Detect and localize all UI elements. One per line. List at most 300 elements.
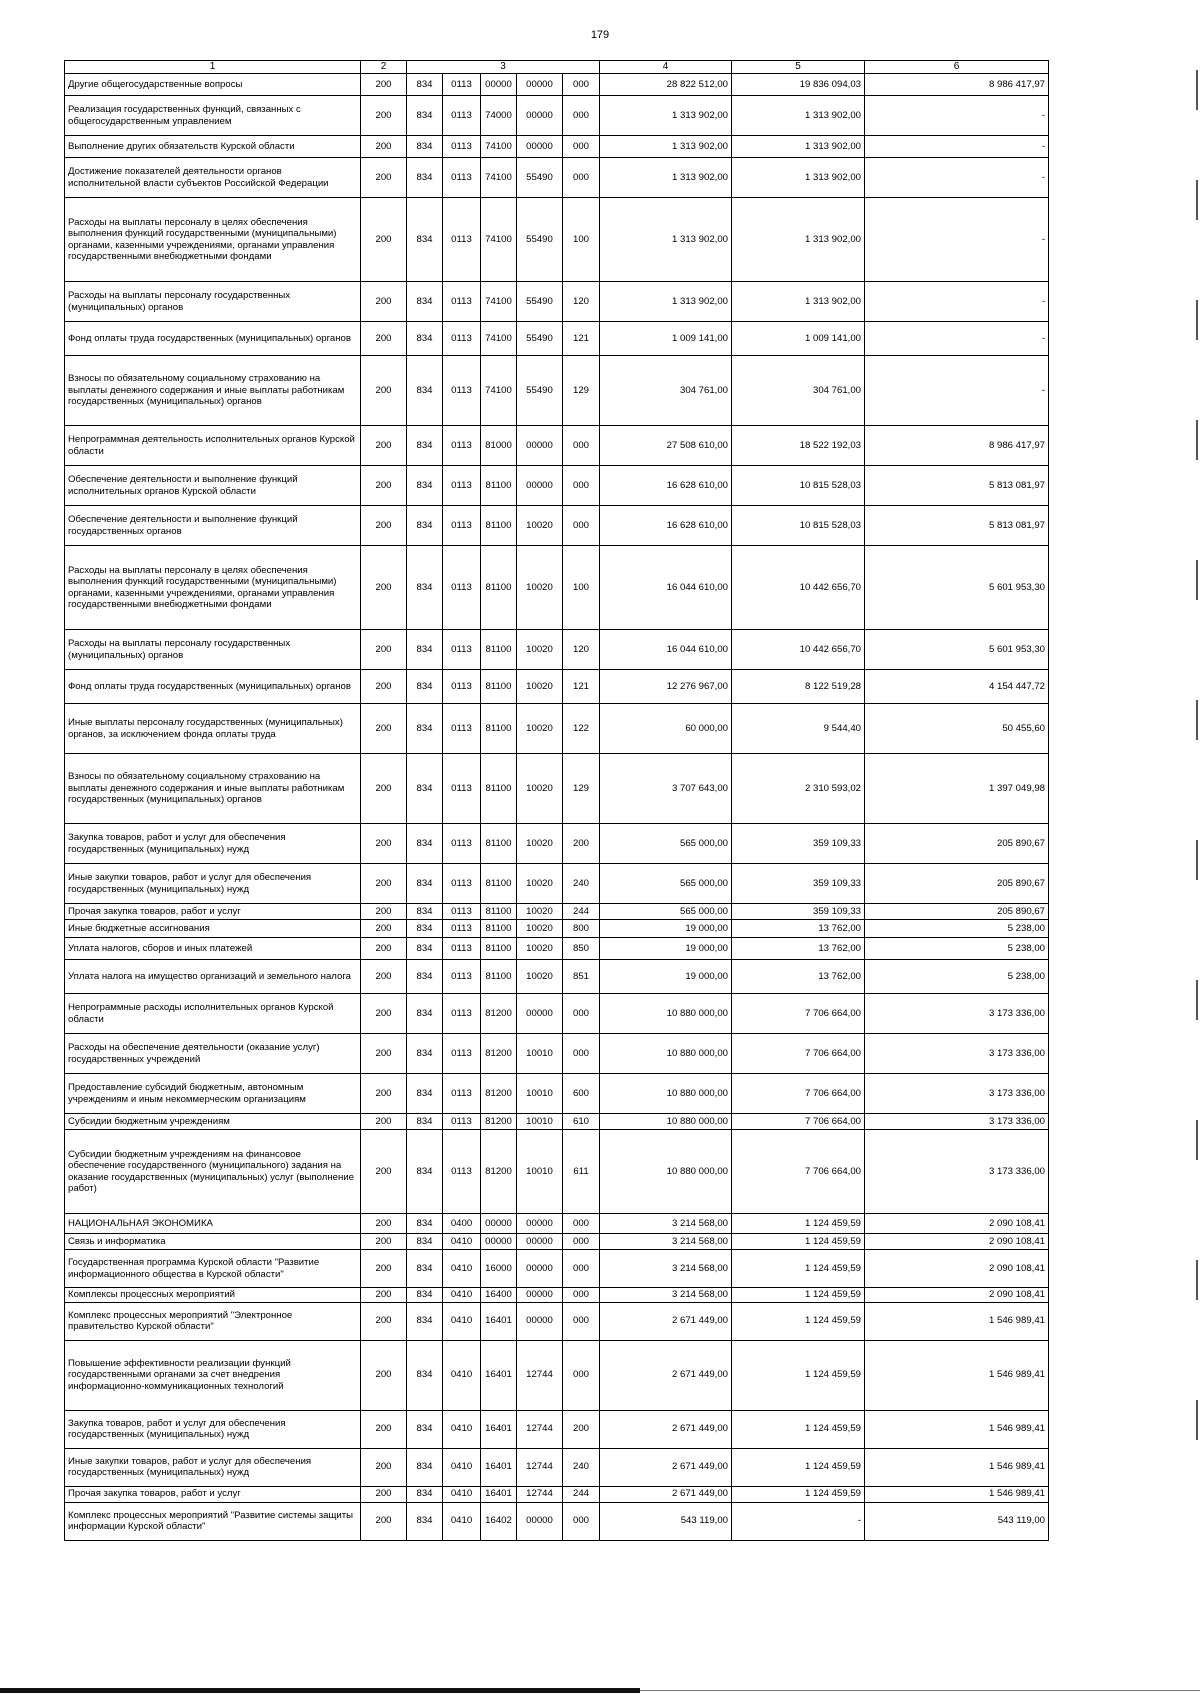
row-code-d: 74100 — [481, 198, 517, 282]
row-value-5: 359 109,33 — [732, 824, 865, 864]
row-value-6: 205 890,67 — [865, 824, 1049, 864]
row-value-5: 1 313 902,00 — [732, 96, 865, 136]
row-value-4: 19 000,00 — [600, 938, 732, 960]
row-code-a: 200 — [361, 426, 407, 466]
row-code-b: 834 — [407, 630, 443, 670]
row-code-a: 200 — [361, 1250, 407, 1288]
row-code-d: 81100 — [481, 904, 517, 920]
row-value-5: 7 706 664,00 — [732, 1074, 865, 1114]
row-code-e: 10020 — [517, 938, 563, 960]
row-name: Иные закупки товаров, работ и услуг для обеспечения государственных (муниципальных) нужд — [65, 864, 361, 904]
row-code-d: 74100 — [481, 356, 517, 426]
row-value-5: 10 815 528,03 — [732, 506, 865, 546]
row-value-5: 13 762,00 — [732, 960, 865, 994]
row-value-4: 543 119,00 — [600, 1502, 732, 1540]
row-code-d: 16401 — [481, 1410, 517, 1448]
table-row — [65, 1214, 1049, 1234]
row-value-6: 1 546 989,41 — [865, 1302, 1049, 1340]
row-name: Фонд оплаты труда государственных (муниципальных) органов — [65, 322, 361, 356]
row-code-c: 0113 — [443, 704, 481, 754]
table-row — [65, 356, 1049, 426]
row-code-e: 10020 — [517, 904, 563, 920]
row-value-6: 3 173 336,00 — [865, 1034, 1049, 1074]
row-value-4: 10 880 000,00 — [600, 1034, 732, 1074]
row-code-c: 0410 — [443, 1502, 481, 1540]
row-value-4: 2 671 449,00 — [600, 1448, 732, 1486]
row-code-c: 0113 — [443, 506, 481, 546]
row-name: Взносы по обязательному социальному страхованию на выплаты денежного содержания и иные выплаты работникам государственных (муниципальных) органов — [65, 754, 361, 824]
row-code-d: 81100 — [481, 824, 517, 864]
row-value-4: 1 313 902,00 — [600, 96, 732, 136]
row-code-c: 0113 — [443, 1034, 481, 1074]
row-code-c: 0113 — [443, 74, 481, 96]
row-code-b: 834 — [407, 904, 443, 920]
row-code-f: 129 — [563, 356, 600, 426]
row-value-5: 7 706 664,00 — [732, 1034, 865, 1074]
row-value-4: 1 313 902,00 — [600, 136, 732, 158]
row-code-b: 834 — [407, 704, 443, 754]
row-code-d: 16401 — [481, 1302, 517, 1340]
row-code-c: 0113 — [443, 754, 481, 824]
row-name: Другие общегосударственные вопросы — [65, 74, 361, 96]
row-code-e: 10020 — [517, 704, 563, 754]
row-code-d: 81000 — [481, 426, 517, 466]
table-row — [65, 960, 1049, 994]
row-name: Прочая закупка товаров, работ и услуг — [65, 904, 361, 920]
row-code-f: 000 — [563, 1502, 600, 1540]
row-code-e: 00000 — [517, 1288, 563, 1303]
row-code-b: 834 — [407, 920, 443, 938]
row-code-e: 00000 — [517, 466, 563, 506]
row-code-e: 00000 — [517, 1234, 563, 1250]
row-value-6: 5 601 953,30 — [865, 546, 1049, 630]
row-code-f: 200 — [563, 1410, 600, 1448]
row-code-f: 850 — [563, 938, 600, 960]
row-value-6: 5 813 081,97 — [865, 466, 1049, 506]
row-code-a: 200 — [361, 1302, 407, 1340]
row-name: Иные закупки товаров, работ и услуг для обеспечения государственных (муниципальных) нужд — [65, 1448, 361, 1486]
row-code-d: 74100 — [481, 282, 517, 322]
row-code-b: 834 — [407, 670, 443, 704]
table-row — [65, 920, 1049, 938]
row-code-a: 200 — [361, 1410, 407, 1448]
row-value-4: 565 000,00 — [600, 864, 732, 904]
row-value-6: 1 397 049,98 — [865, 754, 1049, 824]
row-code-c: 0113 — [443, 158, 481, 198]
row-code-f: 000 — [563, 74, 600, 96]
row-value-4: 3 214 568,00 — [600, 1250, 732, 1288]
row-code-c: 0113 — [443, 1130, 481, 1214]
row-name: Расходы на выплаты персоналу государственных (муниципальных) органов — [65, 630, 361, 670]
row-value-4: 10 880 000,00 — [600, 1130, 732, 1214]
row-code-c: 0113 — [443, 960, 481, 994]
table-row — [65, 506, 1049, 546]
row-code-f: 611 — [563, 1130, 600, 1214]
row-code-f: 120 — [563, 282, 600, 322]
row-code-b: 834 — [407, 960, 443, 994]
row-value-5: 2 310 593,02 — [732, 754, 865, 824]
row-code-a: 200 — [361, 198, 407, 282]
row-value-6: 2 090 108,41 — [865, 1288, 1049, 1303]
row-code-a: 200 — [361, 864, 407, 904]
row-name: Расходы на выплаты персоналу в целях обеспечения выполнения функций государственными (муниципальными) органами, казенными учреждениями, органами управления государственными внебюджетными фондами — [65, 198, 361, 282]
row-code-e: 10020 — [517, 960, 563, 994]
row-code-e: 10020 — [517, 506, 563, 546]
row-code-b: 834 — [407, 136, 443, 158]
row-code-d: 74100 — [481, 322, 517, 356]
row-code-f: 120 — [563, 630, 600, 670]
table-row — [65, 1114, 1049, 1130]
row-value-5: 1 009 141,00 — [732, 322, 865, 356]
table-row — [65, 1340, 1049, 1410]
row-code-b: 834 — [407, 1234, 443, 1250]
row-value-4: 565 000,00 — [600, 904, 732, 920]
table-row — [65, 1302, 1049, 1340]
table-row — [65, 1502, 1049, 1540]
row-value-5: 359 109,33 — [732, 904, 865, 920]
row-name: Обеспечение деятельности и выполнение функций исполнительных органов Курской области — [65, 466, 361, 506]
row-name: Уплата налогов, сборов и иных платежей — [65, 938, 361, 960]
row-value-5: 7 706 664,00 — [732, 1130, 865, 1214]
row-name: НАЦИОНАЛЬНАЯ ЭКОНОМИКА — [65, 1214, 361, 1234]
row-code-e: 10010 — [517, 1130, 563, 1214]
row-code-e: 00000 — [517, 994, 563, 1034]
row-code-f: 000 — [563, 96, 600, 136]
row-name: Повышение эффективности реализации функций государственными органами за счет внедрения информационно-коммуникационных технологий — [65, 1340, 361, 1410]
row-code-c: 0113 — [443, 136, 481, 158]
row-code-c: 0113 — [443, 864, 481, 904]
table-row — [65, 938, 1049, 960]
row-code-c: 0410 — [443, 1486, 481, 1502]
row-code-d: 81100 — [481, 506, 517, 546]
row-code-d: 81100 — [481, 864, 517, 904]
table-row — [65, 1410, 1049, 1448]
row-code-e: 10010 — [517, 1114, 563, 1130]
row-value-6: 50 455,60 — [865, 704, 1049, 754]
row-value-4: 10 880 000,00 — [600, 1074, 732, 1114]
row-name: Субсидии бюджетным учреждениям на финансовое обеспечение государственного (муниципального) задания на оказание государственных (муниципальных) услуг (выполнение работ) — [65, 1130, 361, 1214]
row-code-c: 0113 — [443, 630, 481, 670]
row-code-b: 834 — [407, 1250, 443, 1288]
row-code-f: 244 — [563, 1486, 600, 1502]
row-value-5: 7 706 664,00 — [732, 1114, 865, 1130]
row-name: Предоставление субсидий бюджетным, автономным учреждениям и иным некоммерческим организациям — [65, 1074, 361, 1114]
row-code-f: 240 — [563, 864, 600, 904]
table-row — [65, 426, 1049, 466]
row-code-f: 240 — [563, 1448, 600, 1486]
row-value-5: 10 442 656,70 — [732, 630, 865, 670]
row-code-a: 200 — [361, 1074, 407, 1114]
table-row — [65, 1448, 1049, 1486]
row-value-6: - — [865, 158, 1049, 198]
row-value-5: 304 761,00 — [732, 356, 865, 426]
row-code-c: 0113 — [443, 938, 481, 960]
row-value-4: 2 671 449,00 — [600, 1302, 732, 1340]
row-value-5: 359 109,33 — [732, 864, 865, 904]
row-code-f: 100 — [563, 198, 600, 282]
row-code-a: 200 — [361, 938, 407, 960]
table-row — [65, 670, 1049, 704]
column-number-header — [65, 61, 1049, 74]
row-code-a: 200 — [361, 1234, 407, 1250]
table-body — [65, 74, 1049, 1541]
row-code-a: 200 — [361, 466, 407, 506]
row-code-a: 200 — [361, 158, 407, 198]
table-row — [65, 1034, 1049, 1074]
row-code-f: 129 — [563, 754, 600, 824]
row-code-a: 200 — [361, 1130, 407, 1214]
table-row — [65, 322, 1049, 356]
row-name: Расходы на выплаты персоналу государственных (муниципальных) органов — [65, 282, 361, 322]
scan-bottom-bar — [0, 1688, 640, 1693]
row-value-4: 3 214 568,00 — [600, 1214, 732, 1234]
row-code-b: 834 — [407, 1288, 443, 1303]
row-code-e: 12744 — [517, 1340, 563, 1410]
row-value-6: 3 173 336,00 — [865, 1074, 1049, 1114]
table-row — [65, 864, 1049, 904]
row-code-d: 74000 — [481, 96, 517, 136]
row-code-f: 122 — [563, 704, 600, 754]
row-code-f: 000 — [563, 1302, 600, 1340]
row-value-4: 1 313 902,00 — [600, 282, 732, 322]
row-code-a: 200 — [361, 96, 407, 136]
row-value-6: - — [865, 198, 1049, 282]
table-row — [65, 704, 1049, 754]
row-code-f: 121 — [563, 322, 600, 356]
row-value-5: 1 313 902,00 — [732, 158, 865, 198]
row-value-5: 10 442 656,70 — [732, 546, 865, 630]
row-code-e: 10020 — [517, 546, 563, 630]
row-code-c: 0113 — [443, 546, 481, 630]
row-code-b: 834 — [407, 466, 443, 506]
row-code-d: 81100 — [481, 466, 517, 506]
header-col-3: 3 — [407, 61, 600, 74]
row-value-6: 4 154 447,72 — [865, 670, 1049, 704]
row-code-b: 834 — [407, 1448, 443, 1486]
row-value-5: 9 544,40 — [732, 704, 865, 754]
row-value-4: 16 044 610,00 — [600, 630, 732, 670]
row-code-a: 200 — [361, 704, 407, 754]
row-code-e: 00000 — [517, 1250, 563, 1288]
row-value-6: 3 173 336,00 — [865, 1130, 1049, 1214]
row-value-4: 16 628 610,00 — [600, 506, 732, 546]
table-row — [65, 136, 1049, 158]
row-code-f: 000 — [563, 426, 600, 466]
row-code-d: 74100 — [481, 136, 517, 158]
row-code-b: 834 — [407, 96, 443, 136]
row-code-f: 121 — [563, 670, 600, 704]
row-code-b: 834 — [407, 546, 443, 630]
row-value-6: 1 546 989,41 — [865, 1410, 1049, 1448]
row-code-e: 12744 — [517, 1448, 563, 1486]
row-value-5: 19 836 094,03 — [732, 74, 865, 96]
row-name: Связь и информатика — [65, 1234, 361, 1250]
row-code-f: 000 — [563, 1340, 600, 1410]
row-code-b: 834 — [407, 864, 443, 904]
row-value-6: 3 173 336,00 — [865, 1114, 1049, 1130]
row-code-b: 834 — [407, 1486, 443, 1502]
row-code-a: 200 — [361, 994, 407, 1034]
row-value-6: - — [865, 282, 1049, 322]
table-row — [65, 546, 1049, 630]
row-code-a: 200 — [361, 670, 407, 704]
row-value-5: 1 124 459,59 — [732, 1288, 865, 1303]
row-code-f: 851 — [563, 960, 600, 994]
row-value-6: - — [865, 136, 1049, 158]
row-value-4: 3 707 643,00 — [600, 754, 732, 824]
row-code-e: 10020 — [517, 754, 563, 824]
row-value-6: 5 238,00 — [865, 960, 1049, 994]
row-value-5: 1 124 459,59 — [732, 1448, 865, 1486]
row-code-d: 81100 — [481, 920, 517, 938]
row-value-4: 3 214 568,00 — [600, 1234, 732, 1250]
row-value-5: 8 122 519,28 — [732, 670, 865, 704]
row-code-f: 100 — [563, 546, 600, 630]
row-code-a: 200 — [361, 546, 407, 630]
row-value-5: 1 124 459,59 — [732, 1340, 865, 1410]
row-code-c: 0113 — [443, 466, 481, 506]
row-code-e: 12744 — [517, 1486, 563, 1502]
row-code-f: 800 — [563, 920, 600, 938]
row-code-a: 200 — [361, 1034, 407, 1074]
row-code-f: 000 — [563, 1214, 600, 1234]
row-code-b: 834 — [407, 1340, 443, 1410]
row-code-c: 0113 — [443, 322, 481, 356]
row-code-c: 0113 — [443, 96, 481, 136]
row-code-d: 81100 — [481, 630, 517, 670]
row-value-6: 205 890,67 — [865, 904, 1049, 920]
page-number: 179 — [590, 29, 610, 41]
row-value-6: 5 238,00 — [865, 938, 1049, 960]
row-value-4: 19 000,00 — [600, 960, 732, 994]
row-code-e: 00000 — [517, 426, 563, 466]
row-code-e: 00000 — [517, 96, 563, 136]
row-code-b: 834 — [407, 1302, 443, 1340]
table-row — [65, 630, 1049, 670]
row-code-b: 834 — [407, 426, 443, 466]
row-name: Комплекс процессных мероприятий "Развитие системы защиты информации Курской области" — [65, 1502, 361, 1540]
row-code-c: 0113 — [443, 282, 481, 322]
row-code-b: 834 — [407, 1130, 443, 1214]
table-row — [65, 198, 1049, 282]
row-code-e: 10020 — [517, 630, 563, 670]
row-code-d: 81100 — [481, 938, 517, 960]
row-code-b: 834 — [407, 1114, 443, 1130]
row-code-f: 610 — [563, 1114, 600, 1130]
row-code-d: 81100 — [481, 670, 517, 704]
row-value-6: - — [865, 356, 1049, 426]
table-row — [65, 466, 1049, 506]
row-code-b: 834 — [407, 1410, 443, 1448]
row-code-b: 834 — [407, 1502, 443, 1540]
row-code-a: 200 — [361, 322, 407, 356]
row-value-4: 10 880 000,00 — [600, 994, 732, 1034]
row-code-b: 834 — [407, 994, 443, 1034]
row-value-6: 8 986 417,97 — [865, 74, 1049, 96]
row-code-e: 00000 — [517, 136, 563, 158]
row-code-a: 200 — [361, 920, 407, 938]
row-value-6: 1 546 989,41 — [865, 1448, 1049, 1486]
row-name: Непрограммные расходы исполнительных органов Курской области — [65, 994, 361, 1034]
row-code-c: 0113 — [443, 426, 481, 466]
row-code-e: 55490 — [517, 322, 563, 356]
row-code-a: 200 — [361, 960, 407, 994]
row-code-c: 0410 — [443, 1448, 481, 1486]
row-value-4: 3 214 568,00 — [600, 1288, 732, 1303]
row-name: Фонд оплаты труда государственных (муниципальных) органов — [65, 670, 361, 704]
row-code-d: 81200 — [481, 1114, 517, 1130]
row-value-6: - — [865, 96, 1049, 136]
row-name: Государственная программа Курской области "Развитие информационного общества в Курской области" — [65, 1250, 361, 1288]
row-code-f: 000 — [563, 158, 600, 198]
row-value-4: 28 822 512,00 — [600, 74, 732, 96]
row-code-c: 0113 — [443, 920, 481, 938]
row-code-d: 81100 — [481, 754, 517, 824]
row-code-e: 00000 — [517, 1214, 563, 1234]
row-code-d: 16402 — [481, 1502, 517, 1540]
row-code-e: 55490 — [517, 282, 563, 322]
row-code-d: 16401 — [481, 1340, 517, 1410]
row-code-f: 000 — [563, 1034, 600, 1074]
row-code-a: 200 — [361, 136, 407, 158]
row-value-6: 1 546 989,41 — [865, 1340, 1049, 1410]
row-code-b: 834 — [407, 938, 443, 960]
row-value-4: 304 761,00 — [600, 356, 732, 426]
row-code-d: 00000 — [481, 1214, 517, 1234]
row-code-b: 834 — [407, 754, 443, 824]
row-value-4: 27 508 610,00 — [600, 426, 732, 466]
row-name: Непрограммная деятельность исполнительных органов Курской области — [65, 426, 361, 466]
row-value-4: 2 671 449,00 — [600, 1486, 732, 1502]
row-value-6: 205 890,67 — [865, 864, 1049, 904]
row-name: Комплексы процессных мероприятий — [65, 1288, 361, 1303]
row-value-4: 1 313 902,00 — [600, 198, 732, 282]
row-code-b: 834 — [407, 198, 443, 282]
row-code-b: 834 — [407, 282, 443, 322]
row-code-c: 0410 — [443, 1340, 481, 1410]
row-code-a: 200 — [361, 754, 407, 824]
row-name: Достижение показателей деятельности органов исполнительной власти субъектов Российской Федерации — [65, 158, 361, 198]
row-code-d: 16401 — [481, 1486, 517, 1502]
row-value-6: 5 601 953,30 — [865, 630, 1049, 670]
table-row — [65, 74, 1049, 96]
row-code-e: 10010 — [517, 1074, 563, 1114]
row-code-d: 81100 — [481, 546, 517, 630]
row-code-b: 834 — [407, 74, 443, 96]
table-row — [65, 1288, 1049, 1303]
row-code-a: 200 — [361, 904, 407, 920]
table-row — [65, 1250, 1049, 1288]
row-code-c: 0410 — [443, 1234, 481, 1250]
row-name: Субсидии бюджетным учреждениям — [65, 1114, 361, 1130]
row-code-e: 00000 — [517, 74, 563, 96]
row-code-a: 200 — [361, 1114, 407, 1130]
row-code-b: 834 — [407, 322, 443, 356]
row-code-d: 16401 — [481, 1448, 517, 1486]
row-value-5: 13 762,00 — [732, 920, 865, 938]
table-row — [65, 994, 1049, 1034]
row-code-c: 0400 — [443, 1214, 481, 1234]
row-code-b: 834 — [407, 1074, 443, 1114]
row-code-d: 16000 — [481, 1250, 517, 1288]
table-row — [65, 158, 1049, 198]
row-value-6: 2 090 108,41 — [865, 1214, 1049, 1234]
row-name: Расходы на выплаты персоналу в целях обеспечения выполнения функций государственными (муниципальными) органами, казенными учреждениями, органами управления государственными внебюджетными фондами — [65, 546, 361, 630]
table-row — [65, 904, 1049, 920]
row-code-a: 200 — [361, 1486, 407, 1502]
row-value-6: - — [865, 322, 1049, 356]
row-value-5: 1 124 459,59 — [732, 1486, 865, 1502]
